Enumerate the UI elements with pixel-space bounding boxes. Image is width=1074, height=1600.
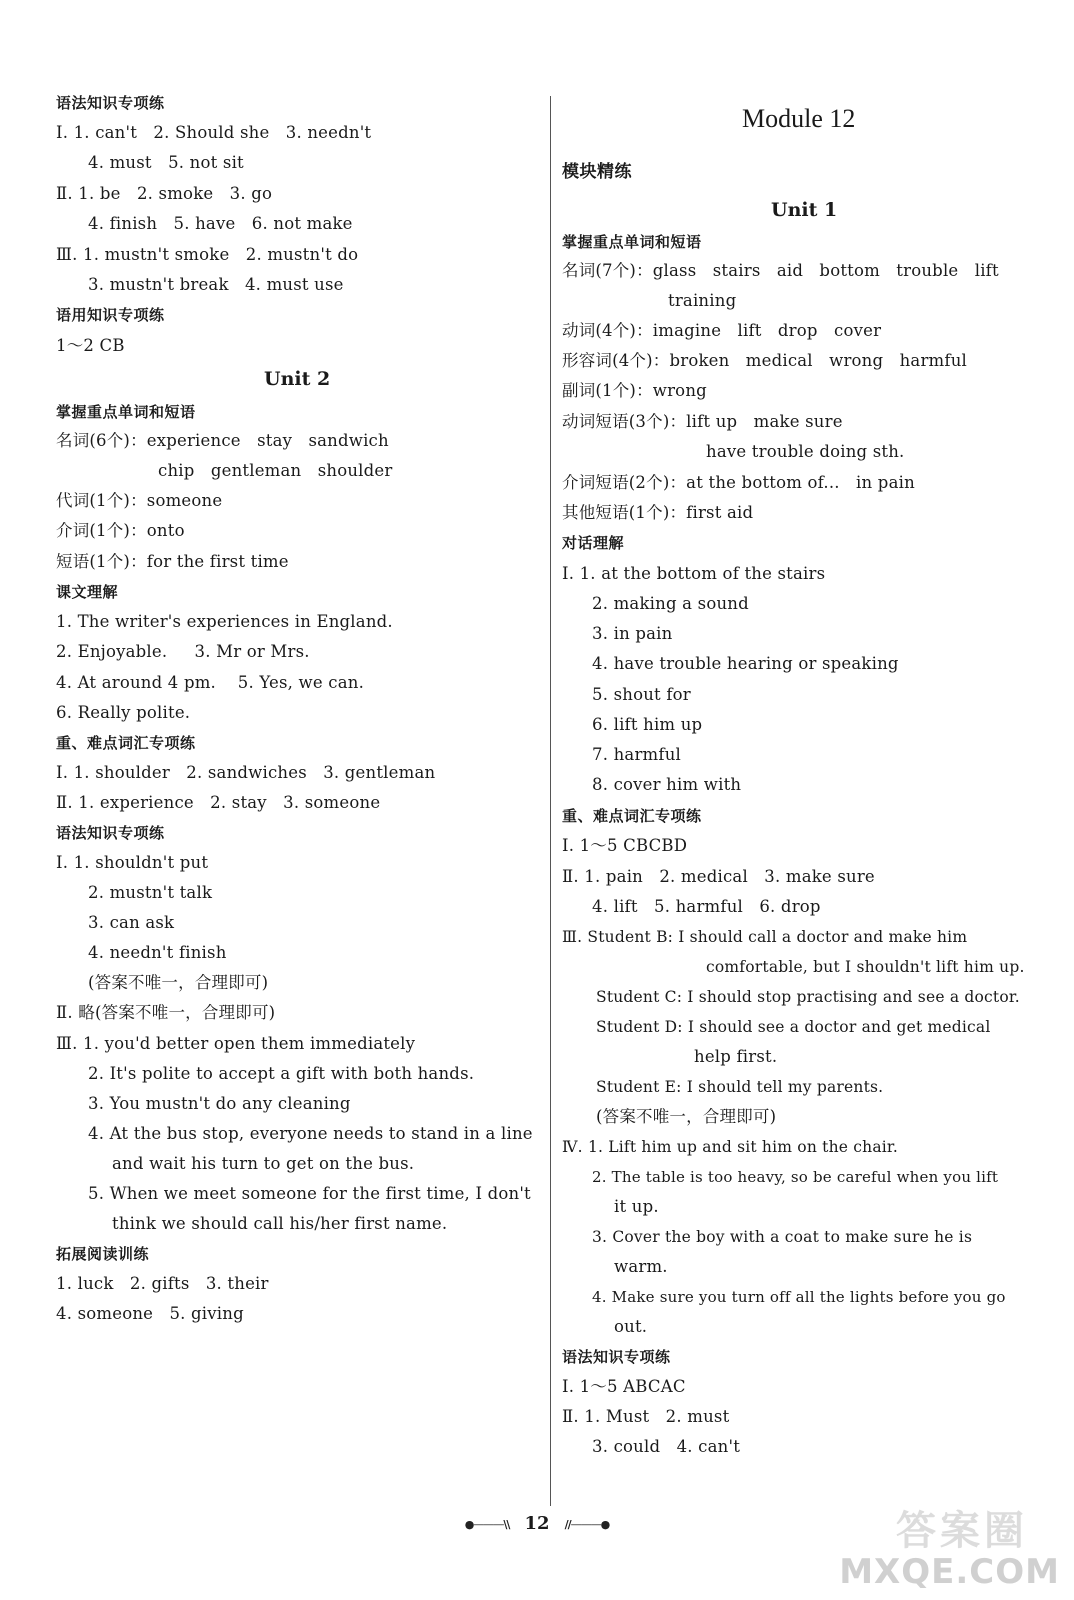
answer-line: Ⅲ. 1. you'd better open them immediately: [56, 1034, 416, 1053]
answer-line: 2. It's polite to accept a gift with both hands.: [88, 1064, 475, 1083]
answer-line: Ⅱ. 略(答案不唯一，合理即可): [56, 1003, 276, 1022]
answer-line: Ⅰ. 1～5 ABCAC: [562, 1377, 686, 1396]
answer-line: comfortable, but I shouldn't lift him up.: [706, 958, 1025, 976]
answer-line: Ⅲ. Student B: I should call a doctor and make him: [562, 928, 968, 946]
answer-line: 3. can ask: [88, 913, 175, 932]
text-comprehension-header: 课文理解: [56, 583, 119, 601]
answer-line: Ⅰ. 1. at the bottom of the stairs: [562, 564, 826, 583]
answer-line: 6. Really polite.: [56, 703, 191, 722]
answer-line: Ⅲ. 1. mustn't smoke 2. mustn't do: [56, 245, 359, 264]
answer-line: help first.: [694, 1047, 778, 1066]
unit2-title: Unit 2: [264, 368, 331, 390]
grammar-header: 语法知识专项练: [56, 94, 165, 112]
usage-header: 语用知识专项练: [56, 306, 165, 324]
answer-line: 其他短语(1个)：first aid: [562, 503, 754, 522]
answer-line: 3. You mustn't do any cleaning: [88, 1094, 351, 1113]
answer-line: 1～2 CB: [56, 336, 125, 355]
answer-line: Ⅰ. 1. shouldn't put: [56, 853, 209, 872]
answer-line: 1. The writer's experiences in England.: [56, 612, 393, 631]
answer-line: 3. mustn't break 4. must use: [88, 275, 344, 294]
answer-line: out.: [614, 1317, 648, 1336]
answer-line: have trouble doing sth.: [706, 442, 905, 461]
answer-line: 副词(1个)：wrong: [562, 381, 707, 400]
answer-line: 2. Enjoyable. 3. Mr or Mrs.: [56, 642, 310, 661]
answer-line: 5. When we meet someone for the first time, I don't: [88, 1184, 531, 1203]
answer-line: 3. in pain: [592, 624, 673, 643]
answer-line: 代词(1个)：someone: [56, 491, 223, 510]
answer-line: chip gentleman shoulder: [158, 461, 393, 480]
answer-line: 1. luck 2. gifts 3. their: [56, 1274, 269, 1293]
answer-line: 2. The table is too heavy, so be careful when you lift: [592, 1168, 999, 1186]
column-divider: [550, 96, 551, 1506]
key-vocab-header: 重、难点词汇专项练: [562, 807, 702, 825]
answer-line: Ⅰ. 1. shoulder 2. sandwiches 3. gentleman: [56, 763, 436, 782]
answer-line: (答案不唯一，合理即可): [88, 973, 269, 992]
answer-line: 3. could 4. can't: [592, 1437, 741, 1456]
answer-line: 名词(7个)：glass stairs aid bottom trouble lift: [562, 261, 999, 280]
answer-line: warm.: [614, 1257, 668, 1276]
answer-line: Ⅰ. 1. can't 2. Should she 3. needn't: [56, 123, 372, 142]
answer-line: 动词短语(3个)：lift up make sure: [562, 412, 843, 431]
vocab-header: 掌握重点单词和短语: [56, 403, 196, 421]
answer-line: Ⅰ. 1～5 CBCBD: [562, 836, 688, 855]
answer-line: 6. lift him up: [592, 715, 703, 734]
answer-line: 2. making a sound: [592, 594, 749, 613]
page-number: 12: [524, 1513, 550, 1534]
answer-line: 4. must 5. not sit: [88, 153, 244, 172]
watermark-logo: 答案圈: [896, 1508, 1028, 1554]
answer-line: 4. lift 5. harmful 6. drop: [592, 897, 821, 916]
module-practice-header: 模块精练: [562, 162, 632, 182]
answer-line: Ⅱ. 1. pain 2. medical 3. make sure: [562, 867, 875, 886]
dialogue-header: 对话理解: [562, 534, 625, 552]
answer-line: 介词短语(2个)：at the bottom of... in pain: [562, 473, 915, 492]
footer-ornament-left: ●———\\: [464, 1518, 510, 1531]
answer-line: Ⅱ. 1. experience 2. stay 3. someone: [56, 793, 381, 812]
answer-line: 形容词(4个)：broken medical wrong harmful: [562, 351, 967, 370]
answer-line: 4. needn't finish: [88, 943, 227, 962]
answer-line: and wait his turn to get on the bus.: [112, 1154, 415, 1173]
answer-line: 7. harmful: [592, 745, 681, 764]
answer-line: think we should call his/her first name.: [112, 1214, 448, 1233]
answer-line: 5. shout for: [592, 685, 691, 704]
answer-line: Ⅱ. 1. Must 2. must: [562, 1407, 730, 1426]
key-vocab-header: 重、难点词汇专项练: [56, 734, 196, 752]
answer-line: 动词(4个)：imagine lift drop cover: [562, 321, 882, 340]
module-title: Module 12: [742, 104, 856, 133]
answer-line: 4. have trouble hearing or speaking: [592, 654, 899, 673]
answer-line: 4. someone 5. giving: [56, 1304, 244, 1323]
answer-line: 4. finish 5. have 6. not make: [88, 214, 353, 233]
vocab-header: 掌握重点单词和短语: [562, 233, 702, 251]
answer-line: it up.: [614, 1197, 659, 1216]
answer-line: (答案不唯一，合理即可): [596, 1107, 777, 1126]
answer-line: 短语(1个)：for the first time: [56, 552, 289, 571]
answer-line: 3. Cover the boy with a coat to make sure he is: [592, 1228, 973, 1246]
answer-line: Ⅱ. 1. be 2. smoke 3. go: [56, 184, 273, 203]
grammar-header-2: 语法知识专项练: [56, 824, 165, 842]
unit1-title: Unit 1: [771, 199, 838, 221]
answer-line: 8. cover him with: [592, 775, 742, 794]
answer-line: Student C: I should stop practising and see a doctor.: [596, 988, 1020, 1006]
answer-line: Student E: I should tell my parents.: [596, 1078, 884, 1096]
footer-ornament-right: //———●: [564, 1518, 610, 1531]
answer-line: Ⅳ. 1. Lift him up and sit him on the chair.: [562, 1138, 898, 1156]
watermark-url: MXQE.COM: [839, 1552, 1060, 1592]
answer-line: 名词(6个)：experience stay sandwich: [56, 431, 389, 450]
answer-line: 2. mustn't talk: [88, 883, 213, 902]
answer-line: 4. At the bus stop, everyone needs to stand in a line: [88, 1124, 533, 1143]
answer-line: Student D: I should see a doctor and get medical: [596, 1018, 991, 1036]
answer-line: 介词(1个)：onto: [56, 521, 185, 540]
answer-line: 4. At around 4 pm. 5. Yes, we can.: [56, 673, 365, 692]
grammar-header: 语法知识专项练: [562, 1348, 671, 1366]
answer-line: 4. Make sure you turn off all the lights before you go: [592, 1288, 1006, 1306]
reading-header: 拓展阅读训练: [56, 1245, 150, 1263]
answer-line: training: [668, 291, 737, 310]
